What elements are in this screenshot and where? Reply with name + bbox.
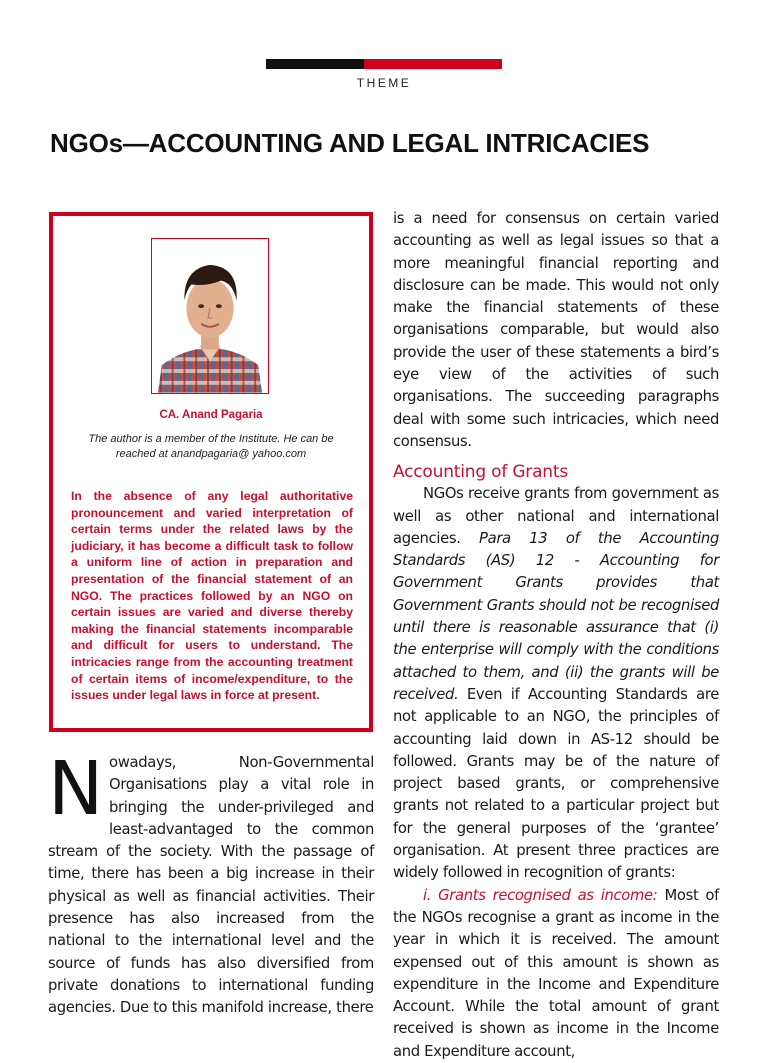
section-heading-grants: Accounting of Grants xyxy=(393,462,568,483)
as12-quote: Para 13 of the Accounting Standards (AS) 12 - Accounting for Government Grants provides that Government Grants should not be recognised until there is reasonable assurance that (i) the enterprise will comply with the conditions attached to them, and (ii) the grants will be received. xyxy=(393,529,719,703)
intro-continued: is a need for consensus on certain varied accounting as well as legal issues so that a more meaningful financial reporting and disclosure can be made. This would not only make the financial statements of these organisations comparable, but would also provide the user of these statements a bird’s eye view of the activities of such organisations. The succeeding paragraphs deal with some such intricacies, which need consensus. xyxy=(393,210,719,450)
grants-p1-end: Even if Accounting Standards are not applicable to an NGO, the principles of accounting laid down in AS-12 should be followed. Grants may be of the nature of project based grants, or comprehensive grants not related to a particular project but for the general purposes of the ‘grantee’ organisation. At present three practices are widely followed in recognition of grants: xyxy=(393,685,719,882)
grants-paragraph-1 xyxy=(393,483,719,884)
drop-cap: N xyxy=(48,746,104,832)
author-box xyxy=(49,212,373,732)
grants-paragraph-2 xyxy=(393,885,719,1063)
author-name: CA. Anand Pagaria xyxy=(159,409,263,421)
grants-p2-text: Most of the NGOs recognise a grant as income in the year in which it is received. The amount expensed out of this amount is shown as expenditure in the Income and Expenditure Account. While the total amount of grant received is shown as income in the Income and Expenditure account, xyxy=(393,886,719,1060)
column-left xyxy=(48,746,374,1020)
author-note: The author is a member of the Institute. He can be reached at anandpagaria@ yahoo.com xyxy=(88,433,334,460)
intro-paragraph xyxy=(48,746,374,1020)
grants-income-label: i. Grants recognised as income: xyxy=(423,886,658,904)
article-title: NGOs—ACCOUNTING AND LEGAL INTRICACIES xyxy=(50,128,650,158)
theme-color-bar xyxy=(266,59,502,69)
column-right xyxy=(393,208,719,1063)
article-abstract: In the absence of any legal authoritative pronouncement and varied interpretation of certain terms under the related laws by the judiciary, it has become a difficult task to follow a uniform line of action in preparation and presentation of the financial statement of an NGO. The practices followed by an NGO on certain issues are varied and diverse thereby making the financial statements incomparable and difficult for users to understand. The intricacies range from the accounting treatment of certain items of income/expenditure, to the issues under legal laws in force at present. xyxy=(71,489,353,703)
section-label: THEME xyxy=(356,76,412,90)
theme-bar-red xyxy=(364,59,502,69)
intro-text: owadays, Non-Governmental Organisations play a vital role in bringing the under-privileged and least-advantaged to the common stream of the society. With the passage of time, there has been a big increase in their physical as well as financial activities. Their presence has also increased from the national to the international level and the source of funds has also diversified from private donations to international funding agencies. Due to this manifold increase, there xyxy=(48,754,374,1017)
author-photo xyxy=(151,238,269,394)
theme-bar-black xyxy=(266,59,364,69)
grants-p1-start: NGOs receive grants from government as well as other national and international agencies. xyxy=(393,485,719,547)
